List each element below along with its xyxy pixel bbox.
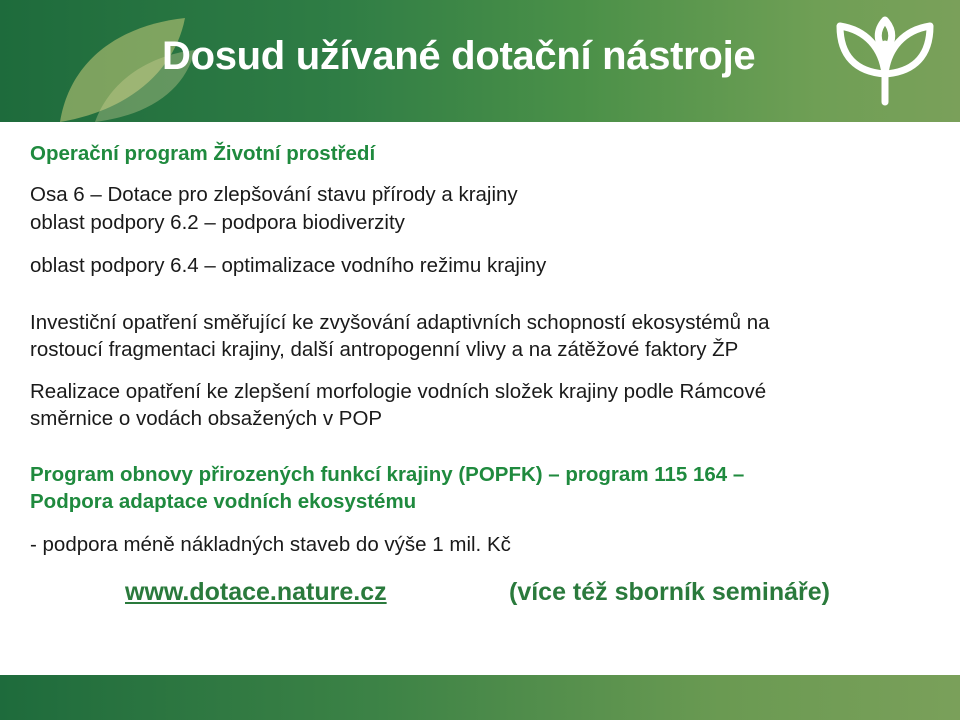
paragraph-realization-line-1: Realizace opatření ke zlepšení morfologie vodních složek krajiny podle Rámcové [30, 380, 767, 403]
paragraph-investment-line-1: Investiční opatření směřující ke zvyšování adaptivních schopností ekosystémů na [30, 311, 770, 334]
area-6-4-line: oblast podpory 6.4 – optimalizace vodního režimu krajiny [30, 254, 547, 277]
proceedings-note: (více též sborník semináře) [509, 578, 830, 606]
program-heading: Operační program Životní prostředí [30, 142, 376, 165]
plant-leaves-logo-icon [826, 6, 944, 106]
axis-line: Osa 6 – Dotace pro zlepšování stavu přírody a krajiny [30, 183, 518, 206]
footer-bar [0, 675, 960, 720]
area-6-2-line: oblast podpory 6.2 – podpora biodiverzity [30, 211, 405, 234]
paragraph-realization-line-2: směrnice o vodách obsažených v POP [30, 407, 383, 430]
popfk-heading-line-1: Program obnovy přirozených funkcí krajiny (POPFK) – program 115 164 – [30, 463, 745, 486]
support-bullet: - podpora méně nákladných staveb do výše 1 mil. Kč [30, 533, 511, 556]
website-link[interactable]: www.dotace.nature.cz [125, 578, 387, 606]
header-bar [0, 0, 960, 122]
paragraph-investment-line-2: rostoucí fragmentaci krajiny, další antropogenní vlivy a na zátěžové faktory ŽP [30, 338, 739, 361]
slide-title: Dosud užívané dotační nástroje [162, 34, 756, 78]
popfk-heading-line-2: Podpora adaptace vodních ekosystému [30, 490, 417, 513]
